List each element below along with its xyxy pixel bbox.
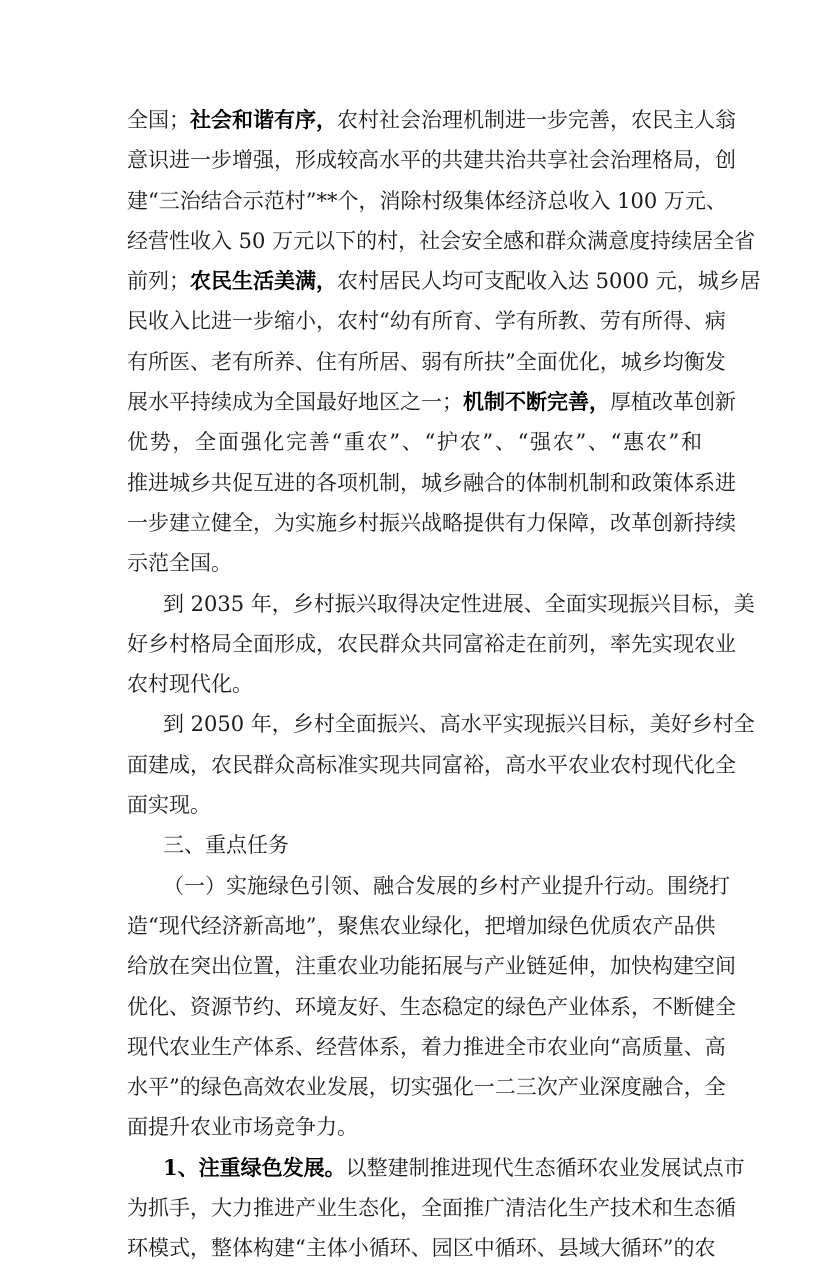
body-text: 推进城乡共促互进的各项机制，城乡融合的体制机制和政策体系进 [127,470,736,495]
bold-heading-text: 1、注重绿色发展。 [163,1154,346,1180]
body-text: 面实现。 [127,793,211,818]
body-text: 优化、资源节约、环境友好、生态稳定的绿色产业体系，不断健全 [127,994,736,1019]
body-text: 现代农业生产体系、经营体系，着力推进全市农业向“高质量、高 [127,1034,726,1059]
text-line [127,1027,726,1067]
body-text: 到 2035 年，乡村振兴取得决定性进展、全面实现振兴目标，美 [163,591,755,616]
text-line [127,785,702,825]
body-text: 三、重点任务 [163,833,289,858]
body-text: 一步建立健全，为实施乡村振兴战略提供有力保障，改革创新持续 [127,510,736,535]
body-text: 造“现代经济新高地”，聚焦农业绿化，把增加绿色优质农产品供 [127,913,716,938]
body-text: 厚植改革创新 [610,390,736,415]
text-line [127,1228,716,1268]
body-text: 展水平持续成为全国最好地区之一； [127,390,463,415]
document-body [127,100,761,1269]
body-text: 全国； [127,108,190,132]
text-line [127,100,736,140]
bold-heading-text: 机制不断完善， [463,389,610,415]
text-line [127,221,756,261]
text-line [127,745,736,785]
text-line [127,261,761,301]
body-text: 前列； [127,269,190,294]
text-line [127,1067,726,1107]
body-text: 优势，全面强化完善“重农”、“护农”、“强农”、“惠农”和 [127,430,702,455]
body-text: 经营性收入 50 万元以下的村，社会安全感和群众满意度持续居全省 [127,228,756,253]
bold-heading-text: 农民生活美满， [190,268,337,294]
body-text: 为抓手，大力推进产业生态化，全面推广清洁化生产技术和生态循 [127,1196,736,1221]
text-line [127,825,702,865]
body-text: 面建成，农民群众高标准实现共同富裕，高水平农业农村现代化全 [127,752,736,777]
body-text: 水平”的绿色高效农业发展，切实强化一二三次产业深度融合，全 [127,1075,726,1100]
body-text: 民收入比进一步缩小，农村“幼有所育、学有所教、劳有所得、病 [127,309,726,334]
body-text: 以整建制推进现代生态循环农业发展试点市 [345,1155,745,1180]
text-line [127,342,726,382]
body-text: 意识进一步增强，形成较高水平的共建共治共享社会治理格局，创 [127,148,736,173]
text-line [127,181,727,221]
body-text: （一）实施绿色引领、融合发展的乡村产业提升行动。围绕打 [163,873,730,898]
text-line [127,906,716,946]
text-line [127,946,736,986]
body-text: 好乡村格局全面形成，农民群众共同富裕走在前列，率先实现农业 [127,631,736,656]
text-line [127,584,755,624]
text-line [127,704,755,744]
text-line [127,624,736,664]
body-text: 环模式，整体构建“主体小循环、园区中循环、县域大循环”的农 [127,1236,716,1261]
text-line [127,463,736,503]
body-text: 到 2050 年，乡村全面振兴、高水平实现振兴目标，美好乡村全 [163,712,755,737]
text-line [127,543,702,583]
text-line [127,503,736,543]
text-line [127,866,730,906]
text-line [127,422,702,462]
bold-heading-text: 社会和谐有序， [190,107,337,132]
text-line [127,1148,745,1188]
body-text: 建“三治结合示范村”**个，消除村级集体经济总收入 100 万元、 [127,188,727,213]
body-text: 有所医、老有所养、住有所居、弱有所扶”全面优化，城乡均衡发 [127,349,726,374]
body-text: 示范全国。 [127,551,232,576]
text-line [127,301,726,341]
text-line [127,664,702,704]
text-line [127,1107,702,1147]
text-line [127,987,736,1027]
body-text: 农村居民人均可支配收入达 5000 元，城乡居 [337,269,761,294]
text-line [127,140,736,180]
body-text: 农村现代化。 [127,672,253,697]
text-line [127,382,736,422]
body-text: 给放在突出位置，注重农业功能拓展与产业链延伸，加快构建空间 [127,954,736,979]
text-line [127,1188,736,1228]
body-text: 农村社会治理机制进一步完善，农民主人翁 [337,108,736,132]
body-text: 面提升农业市场竞争力。 [127,1115,358,1140]
